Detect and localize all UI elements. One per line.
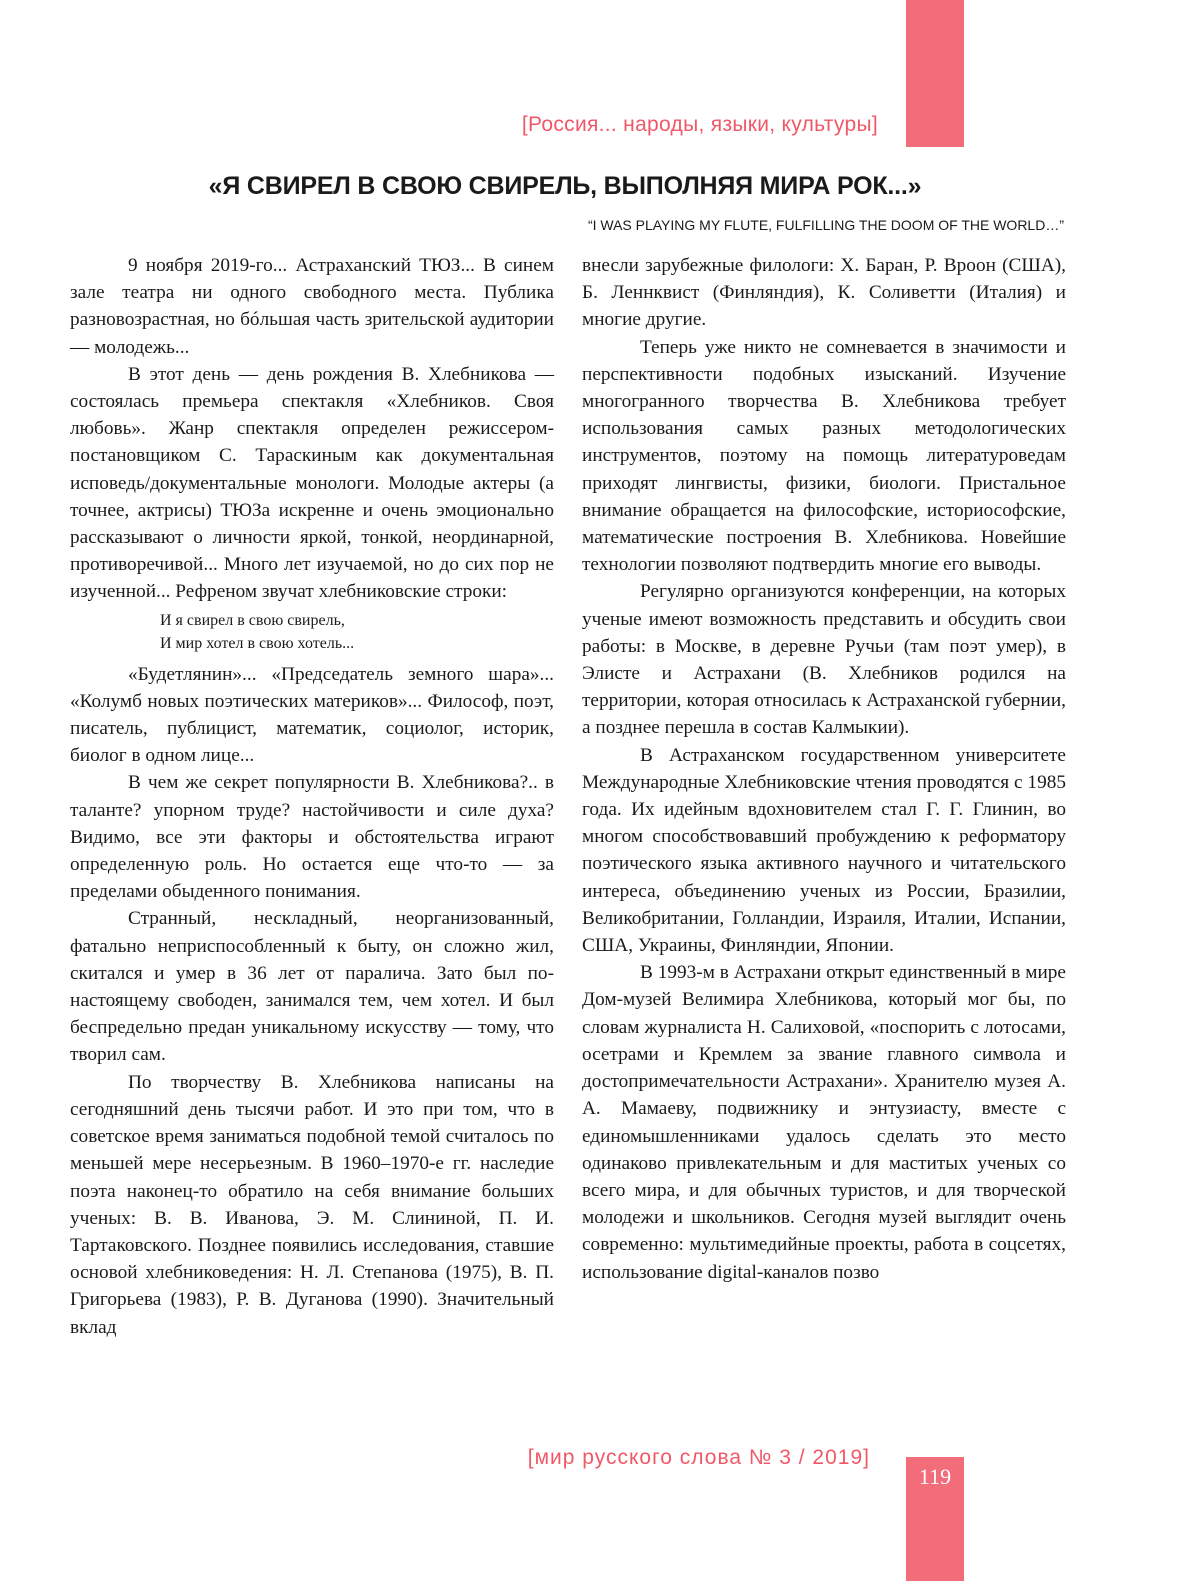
paragraph: В Астраханском государственном университете Международные Хлебниковские чтения проводятся с 1985 года. Их идейным вдохновителем стал Г. Г. Глинин, во многом способствовавший пробуждению к реформатору поэтического языка активного научного и читательского интереса, объединению ученых из России, Бразилии, Великобритании, Голландии, Израиля, Италии, Испании, США, Украины, Финляндии, Японии. — [582, 744, 1066, 957]
paragraph: «Будетлянин»... «Председатель земного шара»... «Колумб новых поэтических материков»... Философ, поэт, писатель, публицист, математик, социолог, историк, биолог в одном лице... — [70, 663, 554, 767]
article-subtitle: “I WAS PLAYING MY FLUTE, FULFILLING THE DOOM OF THE WORLD…” — [587, 217, 1064, 233]
page-number: 119 — [918, 1464, 952, 1489]
section-label: [Россия... народы, языки, культуры] — [521, 113, 878, 136]
header-accent-tab — [906, 0, 964, 147]
left-column — [70, 252, 554, 1341]
poem-line: И я свирел в свою свирель, — [160, 611, 345, 629]
paragraph: Теперь уже никто не сомневается в значимости и перспективности подобных изысканий. Изучение многогранного творчества В. Хлебникова требует использования самых разных методологических инструментов, поэтому на помощь литературоведам приходят лингвисты, физики, биологи. Пристальное внимание обращается на философские, историософские, математические построения В. Хлебникова. Новейшие технологии позволяют подтвердить многие его выводы. — [582, 336, 1066, 576]
paragraph: 9 ноября 2019-го... Астраханский ТЮЗ... В синем зале театра ни одного свободного места. Публика разновозрастная, но бóльшая часть зрительской аудитории — молодежь... — [70, 255, 554, 358]
paragraph: В этот день — день рождения В. Хлебникова — состоялась премьера спектакля «Хлебников. Своя любовь». Жанр спектакля определен режиссером-постановщиком С. Тараскиным как документальная исповедь/документальные монологи. Молодые актеры (а точнее, актрисы) ТЮЗа искренне и очень эмоционально рассказывают о личности яркой, тонкой, неординарной, противоречивой... Много лет изучаемой, но до сих пор не изученной... Рефреном звучат хлебниковские строки: — [70, 363, 554, 603]
paragraph: В чем же секрет популярности В. Хлебникова?.. в таланте? упорном труде? настойчивости и силе духа? Видимо, все эти факторы и обстоятельства играют определенную роль. Но остается еще что-то — за пределами обыденного понимания. — [70, 772, 554, 903]
journal-footer: [мир русского слова № 3 / 2019] — [527, 1446, 870, 1469]
paragraph: внесли зарубежные филологи: Х. Баран, Р. Вроон (США), Б. Леннквист (Финляндия), К. Соливетти (Италия) и многие другие. — [582, 255, 1066, 331]
paragraph: В 1993-м в Астрахани открыт единственный в мире Дом-музей Велимира Хлебникова, который мог бы, по словам журналиста Н. Салиховой, «поспорить с лотосами, осетрами и Кремлем за звание главного символа и достопримечательности Астрахани». Хранителю музея А. А. Мамаеву, подвижнику и энтузиасту, вместе с единомышленниками удалось сделать это место одинаково привлекательным и для маститых ученых со всего мира, и для обычных туристов, и для творческой молодежи и школьников. Сегодня музей выглядит очень современно: мультимедийные проекты, работа в соцсетях, использование digital-каналов позво — [582, 962, 1066, 1283]
poem-line: И мир хотел в свою хотель... — [160, 634, 355, 652]
paragraph: Регулярно организуются конференции, на которых ученые имеют возможность представить и обсудить свои работы: в Москве, в деревне Ручьи (там поэт умер), в Элисте и Астрахани (В. Хлебников родился на территории, которая относилась к Астраханской губернии, а позднее перешла в состав Калмыкии). — [582, 581, 1066, 739]
paragraph: Странный, нескладный, неорганизованный, фатально неприспособленный к быту, он сложно жил, скитался и умер в 36 лет от паралича. Зато был по-настоящему свободен, занимался тем, чем хотел. И был беспредельно предан уникальному искусству — тому, что творил сам. — [70, 908, 554, 1066]
article-title: «Я СВИРЕЛ В СВОЮ СВИРЕЛЬ, ВЫПОЛНЯЯ МИРА РОК...» — [208, 172, 922, 200]
poem-quote — [160, 609, 554, 655]
paragraph: По творчеству В. Хлебникова написаны на сегодняшний день тысячи работ. И это при том, что в советское время заниматься подобной темой считалось по меньшей мере несерьезным. В 1960–1970-е гг. наследие поэта наконец-то обратило на себя внимание больших ученых: В. В. Иванова, Э. М. Слининой, П. И. Тартаковского. Позднее появились исследования, ставшие основой хлебниковедения: Н. Л. Степанова (1975), В. П. Григорьева (1983), Р. В. Дуганова (1990). Значительный вклад — [70, 1071, 554, 1338]
right-column — [582, 252, 1066, 1286]
